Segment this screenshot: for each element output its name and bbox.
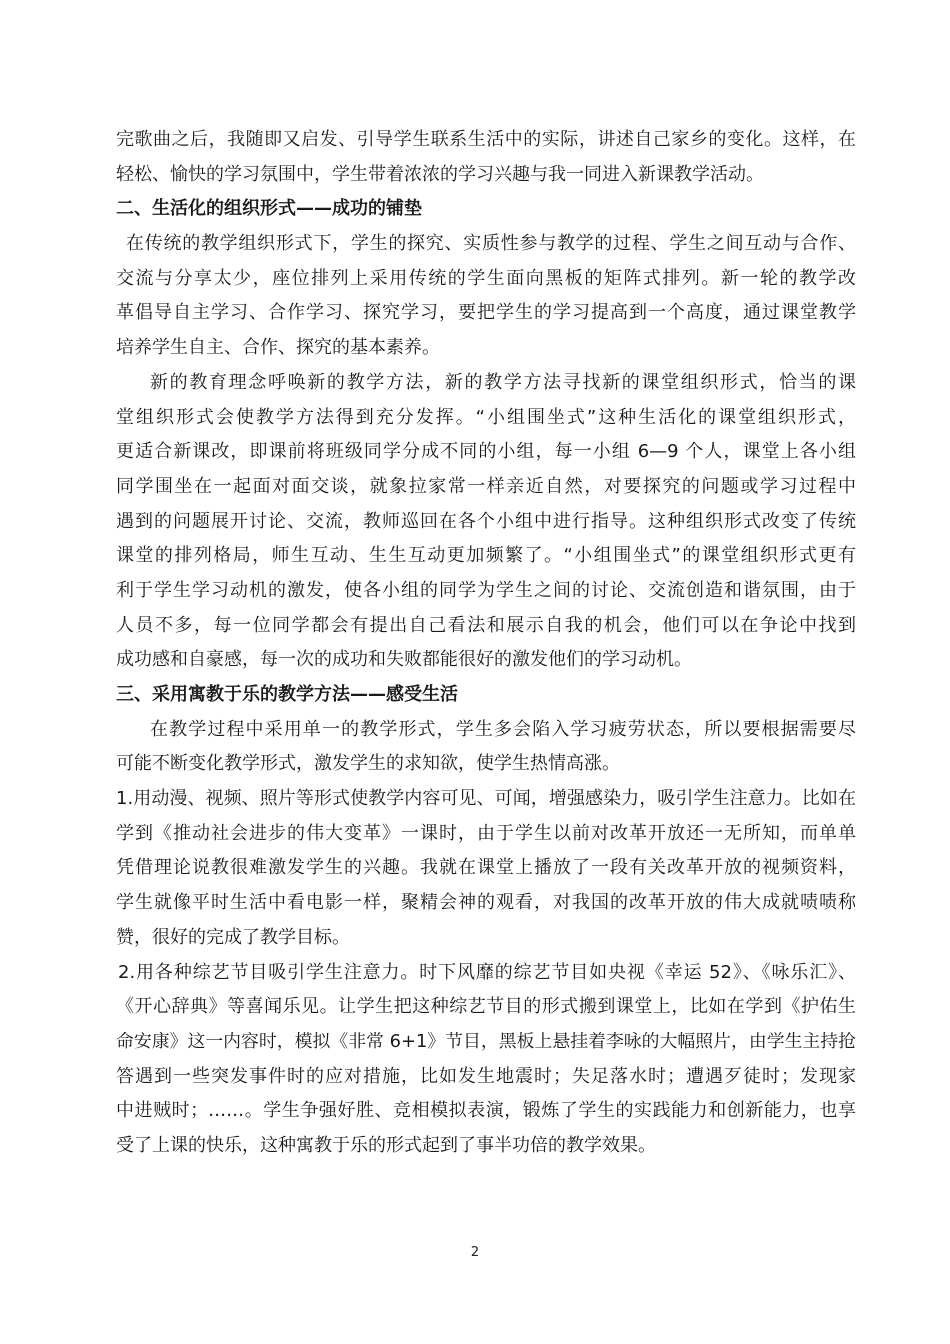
text-line: 命安康》这一内容时，模拟《非常 6+1》节目，黑板上悬挂着李咏的大幅照片，由学生主持抢	[116, 1030, 856, 1052]
text-line: 堂组织形式会使教学方法得到充分发挥。“小组围坐式”这种生活化的课堂组织形式，	[116, 406, 856, 428]
text-line: 答遇到一些突发事件时的应对措施，比如发生地震时；失足落水时；遭遇歹徒时；发现家	[116, 1065, 856, 1087]
text-line: 成功感和自豪感，每一次的成功和失败都能很好的激发他们的学习动机。	[116, 649, 692, 671]
text-line: 在教学过程中采用单一的教学形式，学生多会陷入学习疲劳状态，所以要根据需要尽	[150, 718, 856, 740]
text-line: 革倡导自主学习、合作学习、探究学习，要把学生的学习提高到一个高度，通过课堂教学	[116, 302, 856, 324]
text-line: 新的教育理念呼唤新的教学方法，新的教学方法寻找新的课堂组织形式，恰当的课	[150, 371, 856, 393]
section-heading: 三、采用寓教于乐的教学方法——感受生活	[116, 684, 458, 705]
text-line: 更适合新课改，即课前将班级同学分成不同的小组，每一小组 6—9 个人，课堂上各小组	[116, 441, 856, 463]
text-line: 中进贼时；……。学生争强好胜、竞相模拟表演，锻炼了学生的实践能力和创新能力，也享	[116, 1100, 856, 1122]
text-line: 利于学生学习动机的激发，使各小组的同学为学生之间的讨论、交流创造和谐氛围，由于	[116, 579, 856, 601]
text-line: 培养学生自主、合作、探究的基本素养。	[116, 337, 440, 359]
text-line: 1.用动漫、视频、照片等形式使教学内容可见、可闻，增强感染力，吸引学生注意力。比如在	[116, 788, 856, 810]
text-line: 在传统的教学组织形式下，学生的探究、实质性参与教学的过程、学生之间互动与合作、	[126, 233, 856, 255]
text-line: 交流与分享太少，座位排列上采用传统的学生面向黑板的矩阵式排列。新一轮的教学改	[116, 267, 856, 289]
page-number: 2	[470, 1245, 480, 1260]
text-line: 课堂的排列格局，师生互动、生生互动更加频繁了。“小组围坐式”的课堂组织形式更有	[116, 545, 856, 567]
text-line: 2.用各种综艺节目吸引学生注意力。时下风靡的综艺节目如央视《幸运 52》、《咏乐汇》、	[118, 961, 856, 983]
section-heading: 二、生活化的组织形式——成功的铺垫	[116, 198, 422, 220]
text-line: 凭借理论说教很难激发学生的兴趣。我就在课堂上播放了一段有关改革开放的视频资料，	[116, 857, 856, 879]
text-line: 《开心辞典》等喜闻乐见。让学生把这种综艺节目的形式搬到课堂上，比如在学到《护佑生	[116, 996, 856, 1018]
text-line: 学到《推动社会进步的伟大变革》一课时，由于学生以前对改革开放还一无所知，而单单	[116, 822, 856, 844]
text-line: 遇到的问题展开讨论、交流，教师巡回在各个小组中进行指导。这种组织形式改变了传统	[116, 510, 856, 532]
text-line: 同学围坐在一起面对面交谈，就象拉家常一样亲近自然，对要探究的问题或学习过程中	[116, 475, 856, 497]
text-line: 可能不断变化教学形式，激发学生的求知欲，使学生热情高涨。	[116, 753, 620, 775]
text-line: 受了上课的快乐，这种寓教于乐的形式起到了事半功倍的教学效果。	[116, 1134, 656, 1156]
text-line: 学生就像平时生活中看电影一样，聚精会神的观看，对我国的改革开放的伟大成就啧啧称	[116, 892, 856, 914]
text-line: 人员不多，每一位同学都会有提出自己看法和展示自我的机会，他们可以在争论中找到	[116, 614, 856, 636]
body-text	[116, 123, 856, 1164]
text-line: 赞，很好的完成了教学目标。	[116, 926, 350, 948]
text-line: 完歌曲之后，我随即又启发、引导学生联系生活中的实际，讲述自己家乡的变化。这样，在	[116, 129, 856, 150]
text-line: 轻松、愉快的学习氛围中，学生带着浓浓的学习兴趣与我一同进入新课教学活动。	[116, 163, 764, 185]
